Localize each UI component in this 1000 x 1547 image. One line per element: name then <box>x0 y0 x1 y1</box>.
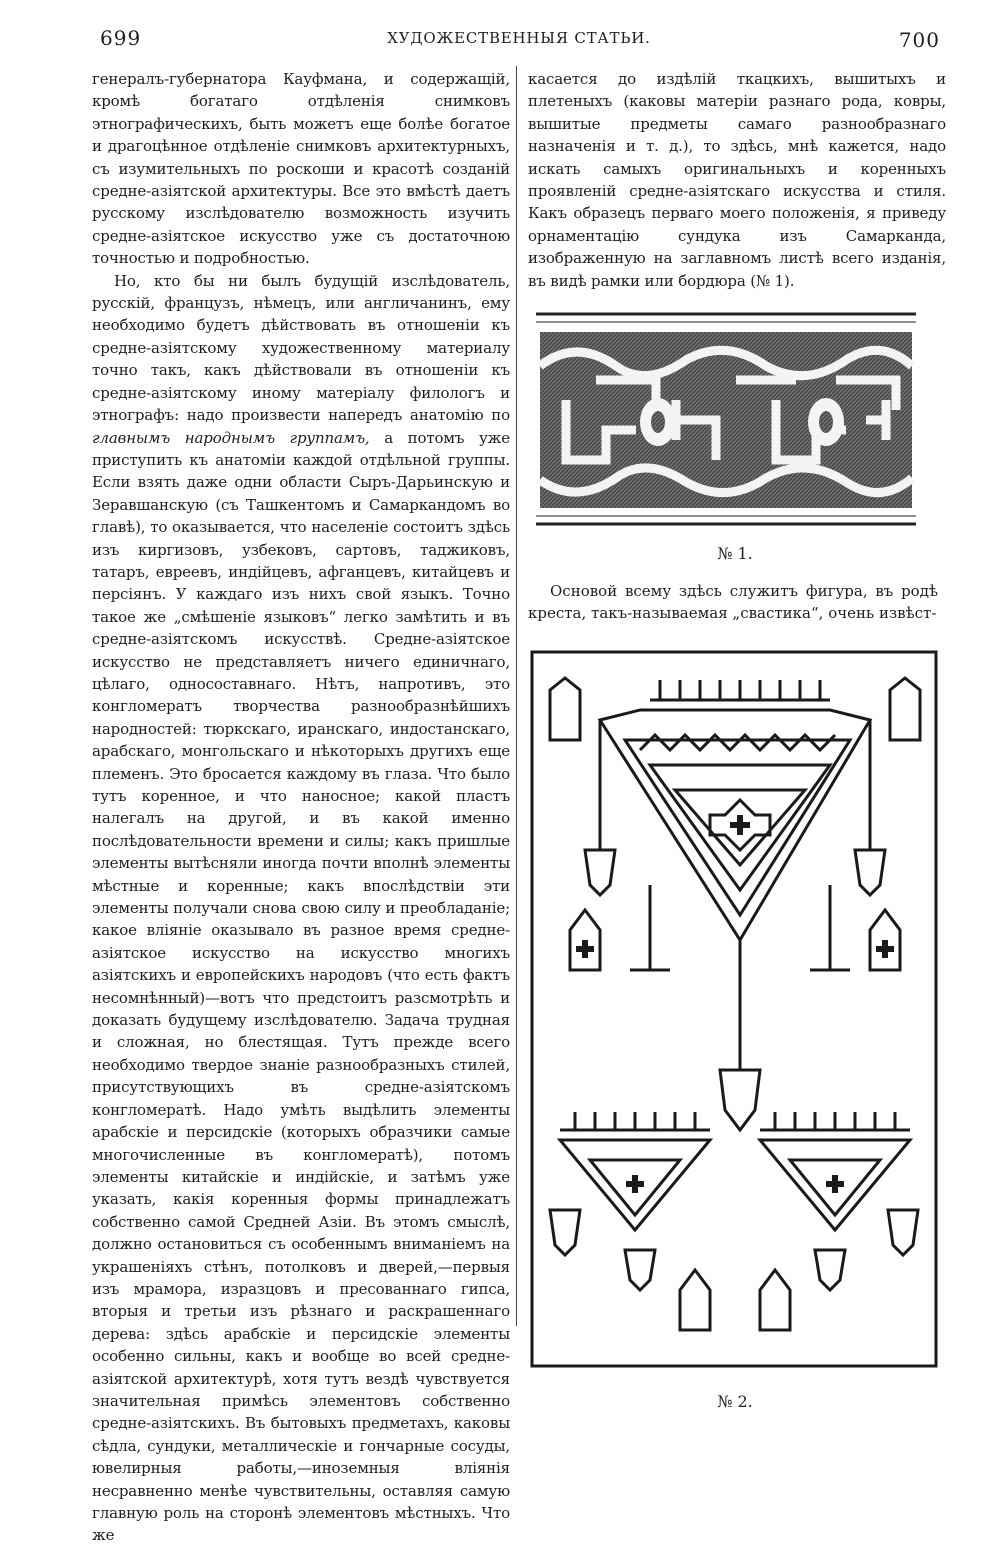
right-column-text-2 <box>528 580 938 625</box>
left-paragraph-1: генералъ-губернатора Кауфмана, и содержащій, кромѣ богатаго отдѣленія снимковъ этнографическихъ, быть можетъ еще болѣе богатое и драгоцѣнное отдѣленіе снимковъ архитектурныхъ, съ изумительныхъ по роскоши и красотѣ созданій средне-азіятской архитектуры. Все это вмѣстѣ даетъ русскому изслѣдователю возможность изучить средне-азіятское искусство уже съ достаточною точностью и подробностью. <box>92 70 510 268</box>
figure-2-carpet-pattern <box>530 650 938 1368</box>
page-number-right: 700 <box>898 28 940 52</box>
figure-1-ornamental-border <box>536 310 916 530</box>
left-paragraph-2-part-a: Но, кто бы ни былъ будущій изслѣдователь, русскій, французъ, нѣмецъ, или англичанинъ, ему необходимо будетъ дѣйствовать въ отношеніи къ средне-азіятскому художественному материалу точно такъ, какъ дѣйствовали въ отношеніи къ средне-азіятскому иному матеріалу филологъ и этнографъ: надо произвести напередъ анатомію по <box>92 271 510 425</box>
figure-2-caption: № 2. <box>717 1392 753 1411</box>
right-paragraph-2: Основой всему здѣсь служитъ фигура, въ родѣ креста, такъ-называемая „свастика“, очень извѣст- <box>528 582 938 623</box>
column-divider <box>516 66 517 1326</box>
running-title: ХУДОЖЕСТВЕННЫЯ СТАТЬИ. <box>387 29 651 47</box>
page-number-left: 699 <box>100 26 142 50</box>
right-paragraph-1: касается до издѣлій ткацкихъ, вышитыхъ и плетеныхъ (каковы матеріи разнаго рода, ковры, вышитые предметы самаго разнообразнаго назначенія и т. д.), то здѣсь, мнѣ кажется, надо искать самыхъ оригинальныхъ и коренныхъ проявленій средне-азіятскаго искусства и стиля. Какъ образецъ перваго моего положенія, я приведу орнаментацію сундука изъ Самарканда, изображенную на заглавномъ листѣ всего изданія, въ видѣ рамки или бордюра (№ 1). <box>528 70 946 290</box>
left-column <box>92 68 510 1547</box>
figure-1-caption: № 1. <box>717 544 753 563</box>
left-paragraph-2-part-b: а потомъ уже приступить къ анатоміи каждой отдѣльной группы. Если взять даже одни области Сыръ-Дарьинскую и Зеравшанскую (съ Ташкентомъ и Самаркандомъ во главѣ), то оказывается, что населеніе состоитъ здѣсь изъ киргизовъ, узбековъ, сартовъ, таджиковъ, татаръ, евреевъ, индійцевъ, афганцевъ, китайцевъ и персіянъ. У каждаго изъ нихъ свой языкъ. Точно такое же „смѣшеніе языковъ“ легко замѣтить и въ средне-азіятскомъ искусствѣ. Средне-азіятское искусство не представляетъ ничего единичнаго, цѣлаго, односоставнаго. Нѣтъ, напротивъ, это конгломератъ творчества разнообразнѣйшихъ народностей: тюркскаго, иранскаго, индостанскаго, арабскаго, монгольскаго и нѣкоторыхъ другихъ еще племенъ. Это бросается каждому въ глаза. Что было тутъ коренное, и что наносное; какой пластъ налегалъ на другой, и въ какой именно послѣдовательности времени и силы; какъ пришлые элементы вытѣсняли иногда почти вполнѣ элементы мѣстные и коренные; какъ впослѣдствіи эти элементы получали снова свою силу и преобладаніе; какое вліяніе оказывало въ разное время средне-азіятское искусство на искусство многихъ азіятскихъ и европейскихъ народовъ (что есть фактъ несомнѣнный)—вотъ что предстоитъ разсмотрѣть и доказать будущему изслѣдователю. Задача трудная и сложная, но блестящая. Тутъ прежде всего необходимо твердое знаніе разнообразныхъ стилей, присутствующихъ въ средне-азіятскомъ конгломератѣ. Надо умѣть выдѣлить элементы арабскіе и персидскіе (которыхъ образчики самые многочисленные въ конгломератѣ), потомъ элементы китайскіе и индійскіе, и затѣмъ уже указать, какія коренныя формы принадлежатъ собственно самой Средней Азіи. Въ этомъ смыслѣ, должно остановиться съ особеннымъ вниманіемъ на украшеніяхъ стѣнъ, потолковъ и дверей,—первыя изъ мрамора, изразцовъ и пресованнаго гипса, вторыя и третьи изъ рѣзнаго и раскрашеннаго дерева: здѣсь арабскіе и персидскіе элементы особенно сильны, какъ и вообще во всей средне-азіятской архитектурѣ, хотя тутъ вездѣ чувствуется значительная примѣсь элементовъ собственно средне-азіятскихъ. Въ бытовыхъ предметахъ, каковы сѣдла, сундуки, металлическіе и гончарные сосуды, ювелирныя работы,—иноземныя вліянія несравненно менѣе чувствительны, оставляя самую главную роль на сторонѣ элементовъ мѣстныхъ. Что же <box>92 428 510 1545</box>
left-paragraph-2-italic: главнымъ народнымъ группамъ, <box>92 428 370 447</box>
left-paragraph-2 <box>92 270 510 1547</box>
right-column-text <box>528 68 946 292</box>
page-header <box>96 26 942 62</box>
